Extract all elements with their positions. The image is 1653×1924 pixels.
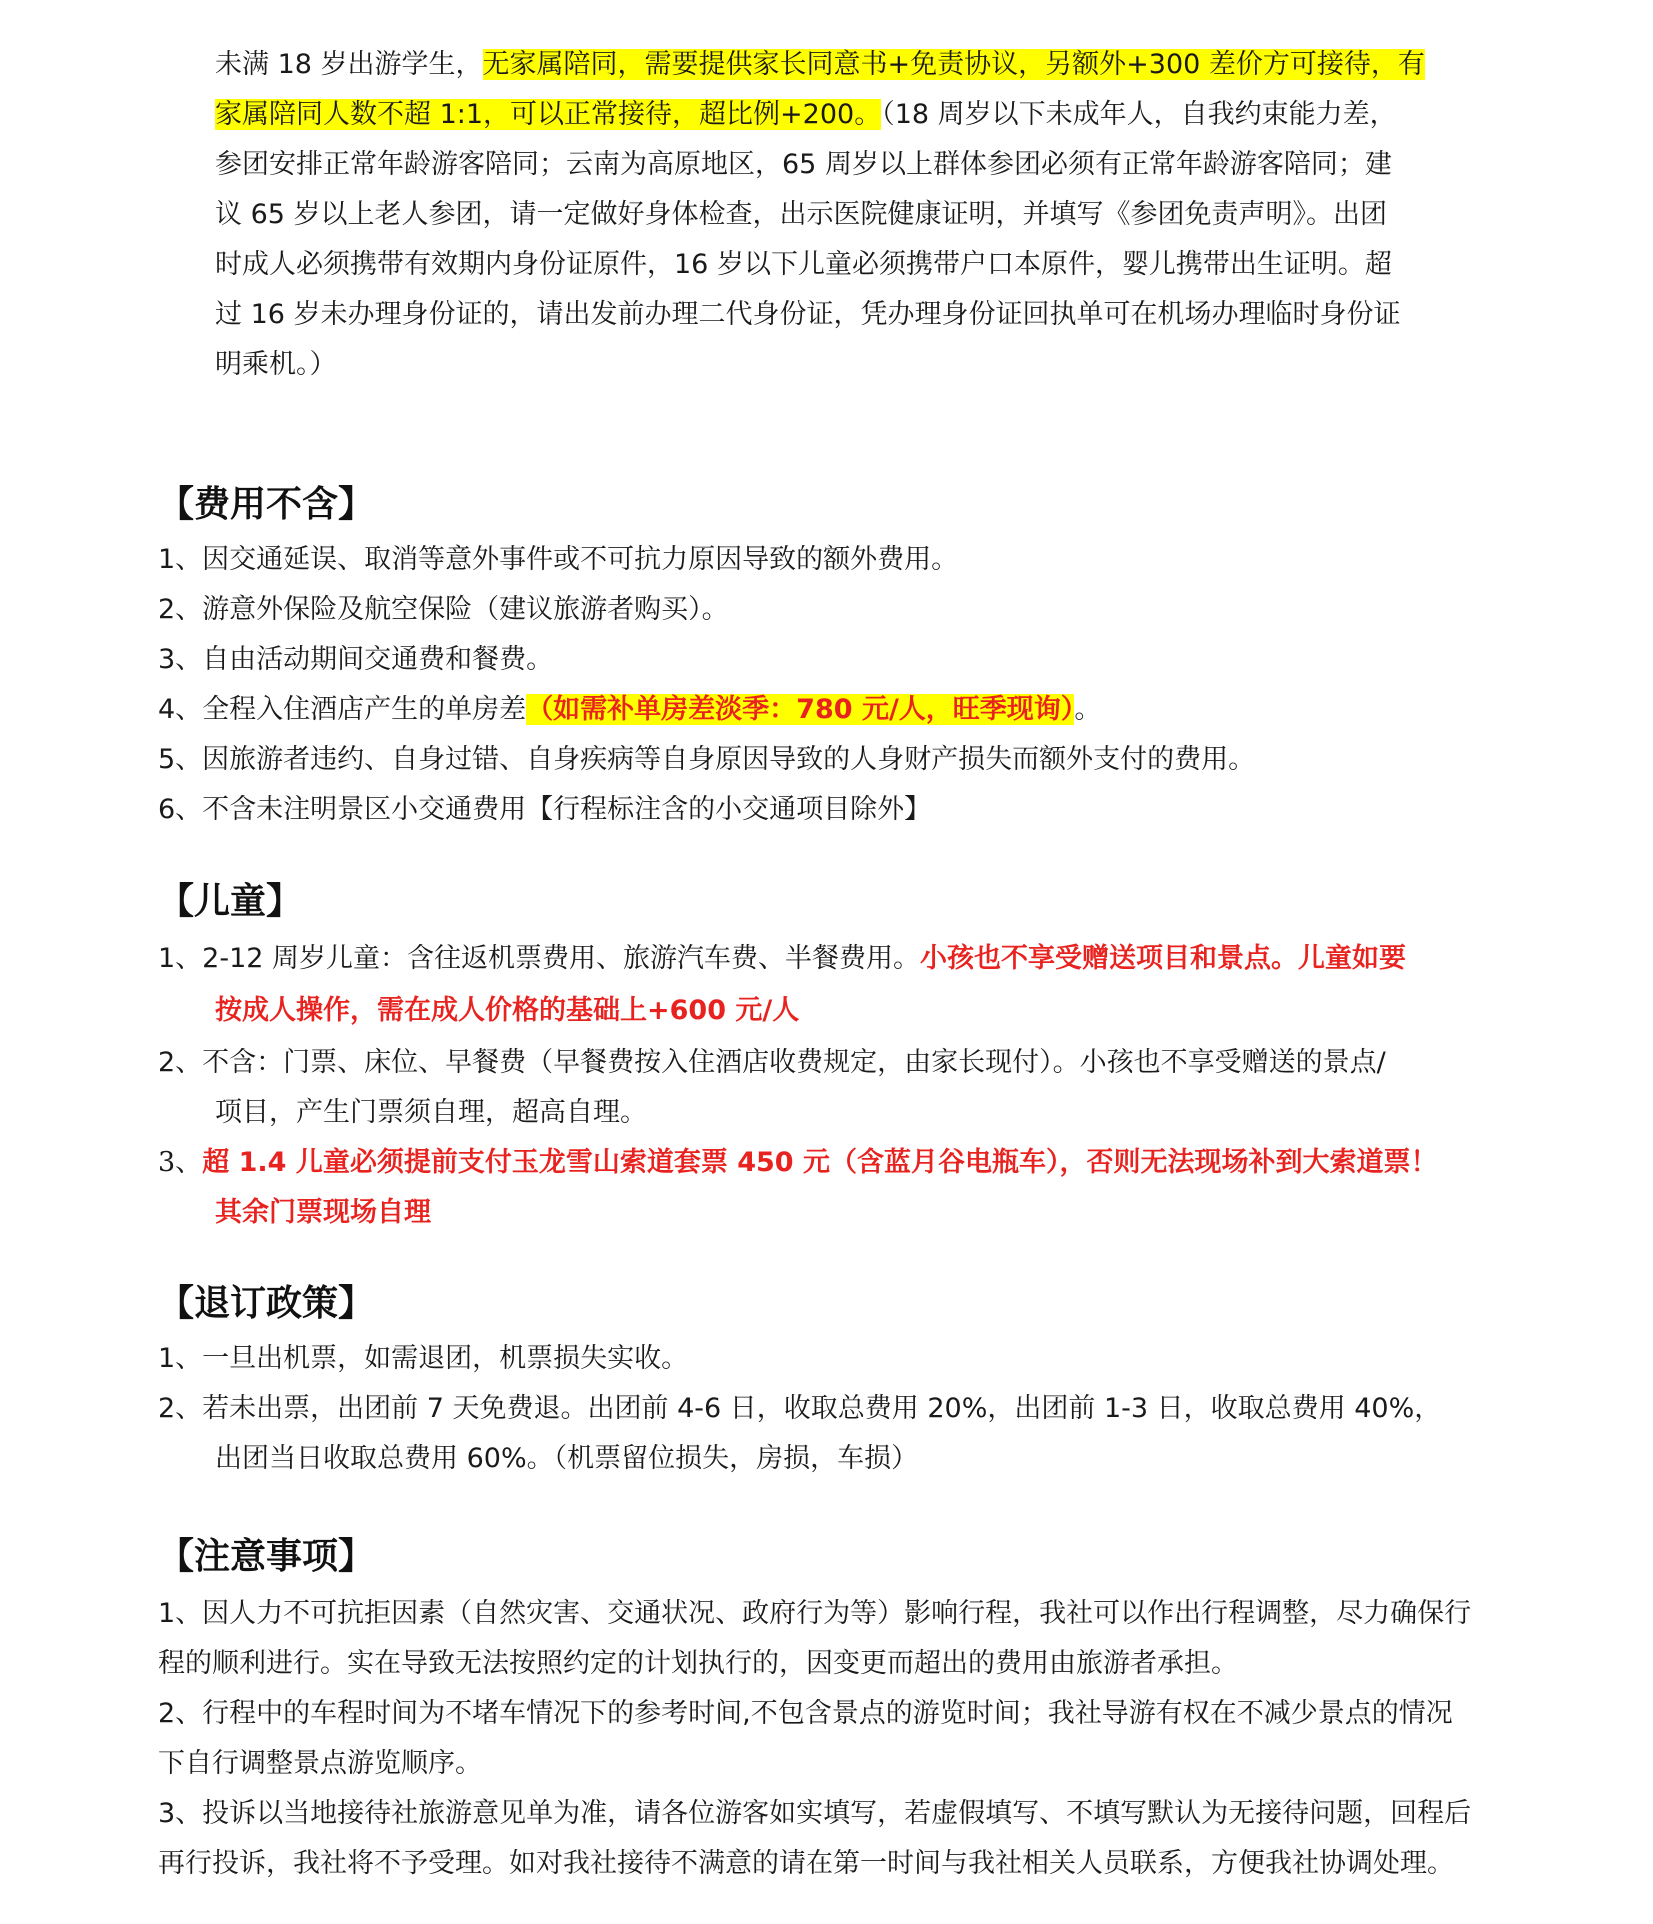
children-item-3-cont: 其余门票现场自理 — [215, 1197, 431, 1228]
section-heading-refund: 【退订政策】 — [158, 1283, 375, 1324]
intro-text: 未满 18 岁出游学生， — [215, 49, 483, 80]
intro-line-5: 时成人必须携带有效期内身份证原件，16 岁以下儿童必须携带户口本原件，婴儿携带出生证明。超 — [215, 249, 1392, 280]
children-warning-text: 小孩也不享受赠送项目和景点。儿童如要 — [920, 943, 1407, 974]
notes-item-3: 3、投诉以当地接待社旅游意见单为准，请各位游客如实填写，若虚假填写、不填写默认为无接待问题，回程后 — [158, 1798, 1472, 1829]
notes-item-1: 1、因人力不可抗拒因素（自然灾害、交通状况、政府行为等）影响行程，我社可以作出行程调整，尽力确保行 — [158, 1598, 1472, 1629]
children-item-2: 2、不含：门票、床位、早餐费（早餐费按入住酒店收费规定，由家长现付）。小孩也不享受赠送的景点/ — [158, 1047, 1386, 1078]
intro-line-1 — [215, 48, 1425, 82]
highlighted-text: 无家属陪同，需要提供家长同意书+免责协议，另额外+300 差价方可接待，有 — [482, 49, 1425, 80]
intro-line-2 — [215, 98, 1397, 132]
intro-line-3: 参团安排正常年龄游客陪同；云南为高原地区，65 周岁以上群体参团必须有正常年龄游客陪同；建 — [215, 149, 1392, 180]
intro-line-7: 明乘机。） — [215, 349, 337, 380]
children-item-text: 1、2-12 周岁儿童：含往返机票费用、旅游汽车费、半餐费用。 — [158, 943, 921, 974]
section-heading-exclusions: 【费用不含】 — [158, 484, 375, 525]
exclusion-item-5: 5、因旅游者违约、自身过错、自身疾病等自身原因导致的人身财产损失而额外支付的费用。 — [158, 744, 1256, 775]
intro-text: （18 周岁以下未成年人，自我约束能力差， — [881, 99, 1397, 130]
notes-item-3-cont: 再行投诉，我社将不予受理。如对我社接待不满意的请在第一时间与我社相关人员联系，方便我社协调处理。 — [158, 1848, 1454, 1879]
notes-item-2-cont: 下自行调整景点游览顺序。 — [158, 1748, 482, 1779]
children-item-1 — [158, 942, 1406, 976]
exclusion-item-text: 4、全程入住酒店产生的单房差 — [158, 694, 527, 725]
refund-item-1: 1、一旦出机票，如需退团，机票损失实收。 — [158, 1343, 689, 1374]
notes-item-2: 2、行程中的车程时间为不堵车情况下的参考时间,不包含景点的游览时间；我社导游有权在不减少景点的情况 — [158, 1698, 1453, 1729]
intro-line-6: 过 16 岁未办理身份证的，请出发前办理二代身份证，凭办理身份证回执单可在机场办理临时身份证 — [215, 299, 1401, 330]
exclusion-item-1: 1、因交通延误、取消等意外事件或不可抗力原因导致的额外费用。 — [158, 544, 959, 575]
children-cableway-warning: 超 1.4 儿童必须提前支付玉龙雪山索道套票 450 元（含蓝月谷电瓶车），否则无法现场补到大索道票！ — [202, 1147, 1438, 1178]
highlighted-text: 家属陪同人数不超 1:1，可以正常接待，超比例+200。 — [215, 99, 882, 130]
exclusion-item-2: 2、游意外保险及航空保险（建议旅游者购买）。 — [158, 594, 729, 625]
exclusion-item-6: 6、不含未注明景区小交通费用【行程标注含的小交通项目除外】 — [158, 794, 932, 825]
intro-line-4: 议 65 岁以上老人参团，请一定做好身体检查，出示医院健康证明，并填写《参团免责声明》。出团 — [215, 199, 1388, 230]
exclusion-item-4 — [158, 693, 1101, 727]
refund-item-2: 2、若未出票，出团前 7 天免费退。出团前 4-6 日，收取总费用 20%，出团前 1-3 日，收取总费用 40%， — [158, 1393, 1442, 1424]
children-item-3-number: 3、 — [158, 1147, 203, 1178]
children-item-3 — [158, 1146, 1437, 1180]
refund-item-2-cont: 出团当日收取总费用 60%。（机票留位损失，房损，车损） — [215, 1443, 919, 1474]
exclusion-item-tail: 。 — [1074, 694, 1102, 725]
children-item-2-cont: 项目，产生门票须自理，超高自理。 — [215, 1097, 647, 1128]
section-heading-notes: 【注意事项】 — [158, 1536, 375, 1577]
notes-item-1-cont: 程的顺利进行。实在导致无法按照约定的计划执行的，因变更而超出的费用由旅游者承担。 — [158, 1648, 1238, 1679]
single-room-surcharge-highlight: （如需补单房差淡季：780 元/人，旺季现询） — [526, 694, 1075, 725]
exclusion-item-3: 3、自由活动期间交通费和餐费。 — [158, 644, 554, 675]
section-heading-children: 【儿童】 — [158, 881, 303, 922]
children-item-1-cont: 按成人操作，需在成人价格的基础上+600 元/人 — [215, 995, 800, 1026]
